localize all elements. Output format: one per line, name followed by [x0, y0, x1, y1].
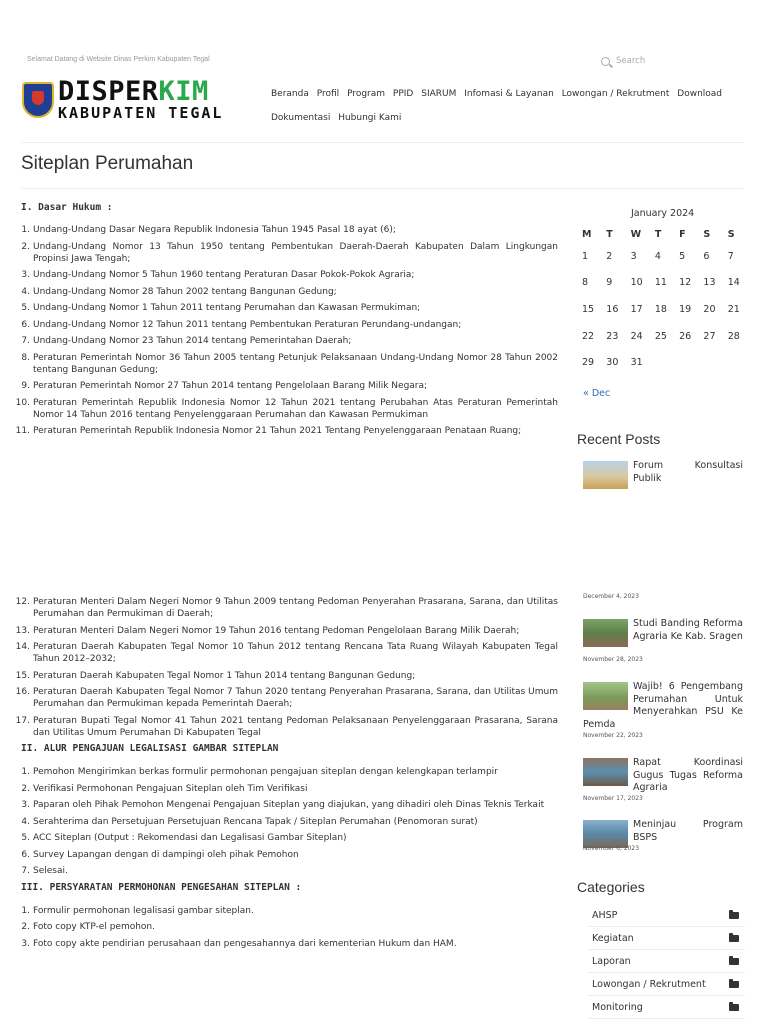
calendar-day: 30: [606, 357, 619, 369]
list-item: 2. Verifikasi Permohonan Pengajuan Siteplan oleh Tim Verifikasi: [21, 783, 308, 794]
nav-informasi-layanan[interactable]: Infomasi & Layanan: [464, 89, 554, 99]
calendar-day: 5: [679, 250, 686, 262]
folder-icon: [729, 912, 739, 919]
post-thumbnail[interactable]: [583, 682, 628, 710]
calendar-day: 6: [703, 250, 710, 262]
categories-title: Categories: [577, 879, 645, 895]
list-item: 3. Paparan oleh Pihak Pemohon Mengenai Pengajuan Siteplan yang diajukan, yang dihadiri oleh Dinas Teknis Terkait: [21, 800, 545, 810]
nav-profil[interactable]: Profil: [316, 89, 340, 99]
calendar-weekday: W: [630, 229, 642, 240]
list-item: 2. Foto copy KTP-el pemohon.: [21, 922, 155, 932]
content-section-1b: [12, 596, 558, 954]
calendar-day: 1: [582, 250, 589, 262]
calendar-day: 25: [654, 330, 667, 342]
category-item[interactable]: Laporan: [588, 950, 745, 973]
list-item: 6. Undang-Undang Nomor 12 Tahun 2011 tentang Pembentukan Peraturan Perundang-undangan;: [21, 319, 462, 330]
legal-basis-list: [12, 224, 558, 437]
welcome-text: Selamat Datang di Website Dinas Perkim Kabupaten Tegal: [27, 56, 210, 63]
list-item: 5. ACC Siteplan (Output : Rekomendasi dan Legalisasi Gambar Siteplan): [21, 833, 347, 843]
list-item: 4. Serahterima dan Persetujuan Persetujuan Rencana Tapak / Siteplan Perumahan (Penomoran surat): [21, 816, 478, 827]
list-item: 1. Pemohon Mengirimkan berkas formulir permohonan pengajuan siteplan dengan kelengkapan terlampir: [21, 767, 498, 777]
calendar-day: 27: [703, 330, 716, 342]
list-item: 14. Peraturan Daerah Kabupaten Tegal Nomor 10 Tahun 2012 tentang Rencana Tata Ruang Wilayah Kabupaten Tegal Tahun 2012–2032;: [15, 642, 558, 664]
folder-icon: [729, 981, 739, 988]
calendar-weekday: S: [727, 229, 735, 240]
calendar-day: [728, 349, 752, 376]
calendar-day: 23: [606, 330, 619, 342]
list-item: 2. Undang-Undang Nomor 13 Tahun 1950 tentang Pembentukan Daerah-Daerah Kabupaten Dalam Lingkungan Propinsi Jawa Tengah;: [21, 241, 558, 264]
list-item: 1. Formulir permohonan legalisasi gambar siteplan.: [21, 905, 254, 916]
category-item[interactable]: AHSP: [588, 904, 745, 927]
section-heading: II. ALUR PENGAJUAN LEGALISASI GAMBAR SITEPLAN: [21, 743, 279, 754]
recent-post[interactable]: [583, 757, 743, 795]
list-item: 6. Survey Lapangan dengan di dampingi oleh pihak Pemohon: [21, 849, 299, 860]
calendar-day: 19: [679, 303, 692, 315]
nav-download[interactable]: Download: [677, 89, 723, 99]
search-icon: [601, 57, 610, 66]
list-item: 16. Peraturan Daerah Kabupaten Tegal Nomor 7 Tahun 2020 tentang Penyerahan Prasarana, Sarana, dan Utilitas Umum Perumahan dan Permukiman kepada Pemerintah Daerah;: [15, 687, 558, 709]
section-heading: III. PERSYARATAN PERMOHONAN PENGESAHAN SITEPLAN :: [21, 881, 302, 893]
list-item: 9. Peraturan Pemerintah Nomor 27 Tahun 2014 tentang Pengelolaan Barang Milik Negara;: [21, 381, 428, 391]
page-title: Siteplan Perumahan: [21, 153, 194, 174]
list-item: 5. Undang-Undang Nomor 1 Tahun 2011 tentang Perumahan dan Kawasan Permukiman;: [21, 303, 421, 313]
calendar-day: [679, 349, 703, 376]
list-item: 13. Peraturan Menteri Dalam Negeri Nomor 19 Tahun 2016 tentang Pedoman Pengelolaan Barang Milik Daerah;: [15, 625, 520, 636]
calendar-day: 17: [630, 303, 643, 315]
nav-lowongan[interactable]: Lowongan / Rekrutment: [561, 89, 670, 99]
calendar-weekday: T: [654, 229, 662, 240]
kabupaten-seal-icon: [22, 82, 54, 118]
calendar-day: 18: [654, 303, 667, 315]
post-thumbnail[interactable]: [583, 461, 628, 489]
post-date: December 4, 2023: [583, 593, 639, 600]
post-thumbnail[interactable]: [583, 820, 628, 848]
recent-post[interactable]: [583, 618, 743, 647]
logo-title: DISPERKIM: [58, 76, 209, 107]
calendar-day: 13: [703, 277, 716, 289]
calendar-day: 7: [727, 250, 734, 262]
calendar-day: 29: [582, 357, 595, 369]
calendar-prev-link[interactable]: « Dec: [583, 388, 611, 399]
calendar-weekday: T: [606, 229, 613, 240]
calendar: [582, 226, 752, 376]
calendar-weekday: M: [582, 229, 592, 240]
recent-posts-title: Recent Posts: [577, 431, 661, 447]
post-title[interactable]: Meninjau Program BSPS: [633, 819, 743, 843]
procedure-list: [12, 766, 558, 877]
list-item: 3. Foto copy akte pendirian perusahaan dan pengesahannya dari kementerian Hukum dan HAM.: [21, 938, 457, 949]
list-item: 1. Undang-Undang Dasar Negara Republik Indonesia Tahun 1945 Pasal 18 ayat (6);: [21, 225, 396, 235]
list-item: 3. Undang-Undang Nomor 5 Tahun 1960 tentang Peraturan Dasar Pokok-Pokok Agraria;: [21, 270, 415, 280]
main-nav: [271, 82, 741, 130]
search-box[interactable]: [601, 56, 645, 66]
category-item[interactable]: Monitoring: [588, 996, 745, 1019]
post-title[interactable]: Rapat Koordinasi Gugus Tugas Reforma Agraria: [633, 757, 743, 793]
legal-basis-list-continued: [12, 596, 558, 739]
calendar-day: 26: [679, 330, 692, 342]
folder-icon: [729, 958, 739, 965]
search-placeholder[interactable]: Search: [616, 56, 646, 66]
recent-post[interactable]: [583, 460, 743, 489]
calendar-day: 12: [679, 277, 692, 289]
category-item[interactable]: Lowongan / Rekrutment: [588, 973, 745, 996]
post-title[interactable]: Studi Banding Reforma Agraria Ke Kab. Sragen: [633, 618, 743, 642]
nav-beranda[interactable]: Beranda: [271, 89, 309, 99]
calendar-day: 24: [630, 330, 643, 342]
nav-program[interactable]: Program: [347, 89, 386, 99]
category-item[interactable]: Kegiatan: [588, 927, 745, 950]
section-heading: I. Dasar Hukum :: [21, 202, 113, 213]
calendar-title: January 2024: [631, 208, 695, 219]
calendar-day: 10: [630, 277, 643, 289]
list-item: 8. Peraturan Pemerintah Nomor 36 Tahun 2005 tentang Petunjuk Pelaksanaan Undang-Undang Nomor 28 Tahun 2002 tentang Bangunan Gedung;: [21, 352, 558, 375]
calendar-day: 14: [727, 277, 740, 289]
calendar-day: [703, 349, 727, 376]
recent-post[interactable]: [583, 819, 743, 848]
calendar-day: 31: [630, 357, 643, 369]
post-thumbnail[interactable]: [583, 758, 628, 786]
post-title[interactable]: Forum Konsultasi Publik: [633, 460, 743, 484]
calendar-day: 8: [582, 277, 589, 289]
title-divider: [21, 188, 743, 189]
content-section-1: [12, 202, 558, 442]
list-item: 7. Selesai.: [21, 866, 68, 876]
requirements-list: [12, 905, 558, 950]
calendar-day: 15: [582, 303, 595, 315]
calendar-day: 2: [606, 250, 613, 262]
calendar-day: 20: [703, 303, 716, 315]
nav-dokumentasi[interactable]: Dokumentasi: [271, 113, 331, 123]
logo-subtitle: KABUPATEN TEGAL: [58, 104, 224, 122]
calendar-day: 4: [654, 250, 661, 262]
list-item: 7. Undang-Undang Nomor 23 Tahun 2014 tentang Pemerintahan Daerah;: [21, 336, 352, 346]
list-item: 15. Peraturan Daerah Kabupaten Tegal Nomor 1 Tahun 2014 tentang Bangunan Gedung;: [15, 670, 416, 681]
calendar-weekday: F: [679, 229, 686, 240]
calendar-day: 16: [606, 303, 619, 315]
post-date: November 17, 2023: [583, 795, 643, 802]
nav-siarum[interactable]: SIARUM: [421, 89, 457, 99]
list-item: 12. Peraturan Menteri Dalam Negeri Nomor 9 Tahun 2009 tentang Pedoman Penyerahan Prasarana, Sarana, dan Utilitas Perumahan dan Permukiman di Daerah;: [15, 597, 558, 619]
folder-icon: [729, 935, 739, 942]
list-item: 10. Peraturan Pemerintah Republik Indonesia Nomor 12 Tahun 2021 tentang Perubahan Atas Peraturan Pemerintah Nomor 14 Tahun 2016 tentang Penyelenggaraan Perumahan dan Kawasan Permukiman: [15, 397, 558, 420]
recent-post[interactable]: [583, 681, 743, 731]
header-divider: [21, 142, 743, 143]
calendar-day: 28: [727, 330, 740, 342]
nav-ppid[interactable]: PPID: [392, 89, 414, 99]
post-date: November 22, 2023: [583, 732, 643, 739]
post-thumbnail[interactable]: [583, 619, 628, 647]
list-item: 17. Peraturan Bupati Tegal Nomor 41 Tahun 2021 tentang Pedoman Pelaksanaan Penyelenggaraan Prasarana, Sarana dan Utilitas Umum Perumahan Di Kabupaten Tegal: [15, 715, 558, 738]
calendar-day: 21: [727, 303, 740, 315]
calendar-day: [655, 349, 679, 376]
folder-icon: [729, 1004, 739, 1011]
calendar-weekday: S: [703, 229, 711, 240]
calendar-day: 22: [582, 330, 595, 342]
post-date: November 6, 2023: [583, 845, 640, 852]
post-title[interactable]: Wajib! 6 Pengembang Perumahan Untuk Menyerahkan PSU Ke Pemda: [583, 681, 743, 730]
nav-hubungi-kami[interactable]: Hubungi Kami: [338, 113, 402, 123]
site-logo[interactable]: [22, 78, 254, 124]
post-date: November 28, 2023: [583, 656, 643, 663]
calendar-day: 11: [654, 277, 667, 289]
list-item: 4. Undang-Undang Nomor 28 Tahun 2002 tentang Bangunan Gedung;: [21, 286, 337, 297]
calendar-day: 3: [630, 250, 637, 262]
list-item: 11. Peraturan Pemerintah Republik Indonesia Nomor 21 Tahun 2021 Tentang Penyelenggaraan Penataan Ruang;: [15, 426, 522, 436]
calendar-day: 9: [606, 277, 613, 289]
